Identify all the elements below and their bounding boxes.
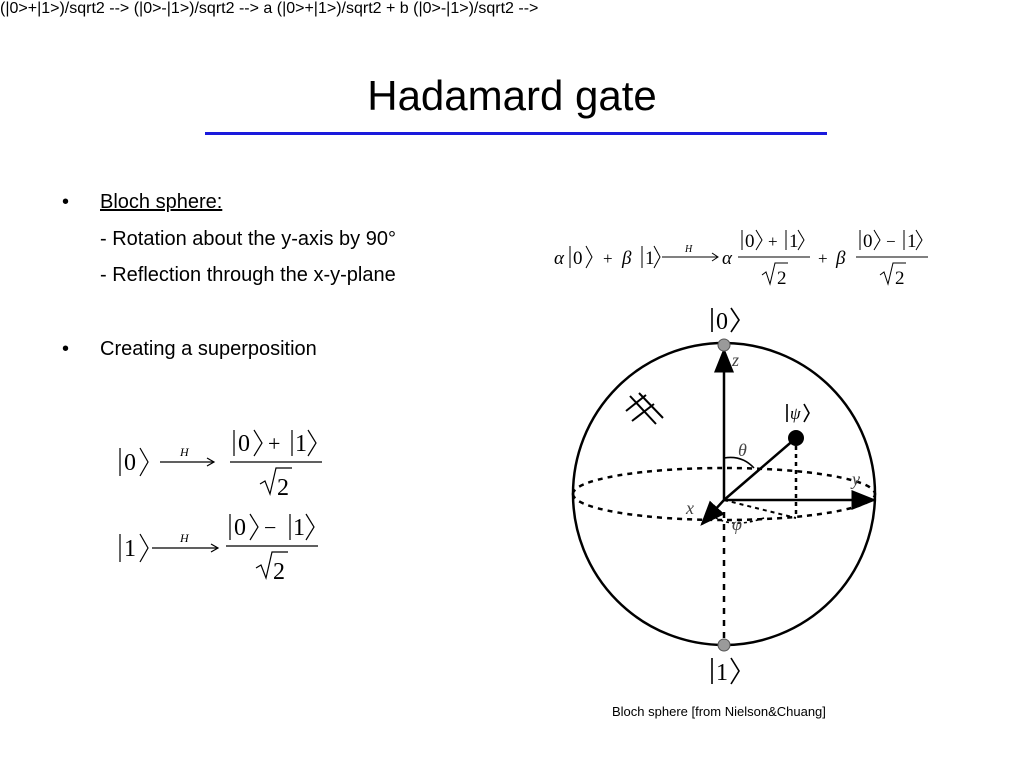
gate-label: H: [180, 445, 189, 459]
ket-zero-label: 0: [745, 231, 755, 252]
figure-caption: Bloch sphere [from Nielson&Chuang]: [612, 704, 826, 719]
state-vector: [724, 438, 796, 500]
ket-one-label: 1: [295, 431, 307, 457]
minus-sign: −: [264, 515, 277, 540]
hatch-mark: [626, 393, 663, 424]
gate-label: H: [685, 244, 693, 255]
y-axis-label: y: [852, 469, 860, 489]
south-pole-marker: [718, 639, 730, 651]
ket-zero-label: 0: [234, 515, 246, 541]
slide-title: Hadamard gate: [367, 72, 657, 119]
ket-one-label: 1: [645, 248, 655, 269]
ket-zero-label: 0: [573, 248, 583, 269]
ket-zero-label: 0: [863, 231, 873, 252]
alpha-coefficient: α: [722, 248, 732, 269]
bullet-subline-reflection: - Reflection through the x-y-plane: [100, 264, 396, 286]
bullet-marker: •: [62, 191, 70, 213]
x-axis-label: x: [686, 498, 694, 518]
state-point: [788, 430, 804, 446]
ket-zero-label: 0: [238, 431, 250, 457]
theta-label: θ: [738, 440, 747, 460]
ket-one-label: 1: [293, 515, 305, 541]
ket-one-label: 1: [907, 231, 917, 252]
beta-coefficient: β: [622, 248, 632, 269]
north-pole-marker: [718, 339, 730, 351]
ket-one-bottom-label: 1: [716, 660, 728, 686]
sqrt-argument: 2: [777, 268, 787, 289]
bullet-heading: Bloch sphere:: [100, 191, 223, 213]
z-axis-label: z: [732, 350, 740, 370]
ket-zero-top-label: 0: [716, 309, 728, 335]
alpha-coefficient: α: [554, 248, 564, 269]
bullet-bloch-sphere: [62, 190, 482, 214]
plus-sign: +: [268, 431, 281, 456]
bullet-heading: Creating a superposition: [100, 338, 317, 360]
beta-coefficient: β: [836, 248, 846, 269]
bullet-subline-rotation: - Rotation about the y-axis by 90°: [100, 228, 396, 250]
ket-one-label: 1: [124, 536, 136, 562]
gate-label: H: [180, 531, 189, 545]
phi-label: φ: [732, 514, 742, 534]
plus-sign: +: [818, 249, 828, 268]
bullet-superposition: [62, 337, 482, 361]
minus-sign: −: [886, 232, 896, 251]
bullet-marker: •: [62, 338, 70, 360]
title-underline: [205, 132, 827, 135]
plus-sign: +: [768, 232, 778, 251]
equation-hadamard-ket1: [110, 504, 340, 586]
plus-sign: +: [603, 249, 613, 268]
sqrt-argument: 2: [273, 559, 285, 585]
ket-one-label: 1: [789, 231, 799, 252]
psi-label: ψ: [790, 404, 801, 423]
equation-hadamard-general-state: [548, 222, 938, 292]
bloch-sphere-figure: [560, 300, 900, 696]
sqrt-argument: 2: [277, 475, 289, 500]
sqrt-argument: 2: [895, 268, 905, 289]
equation-hadamard-ket0: [110, 418, 340, 500]
ket-zero-label: 0: [124, 450, 136, 476]
